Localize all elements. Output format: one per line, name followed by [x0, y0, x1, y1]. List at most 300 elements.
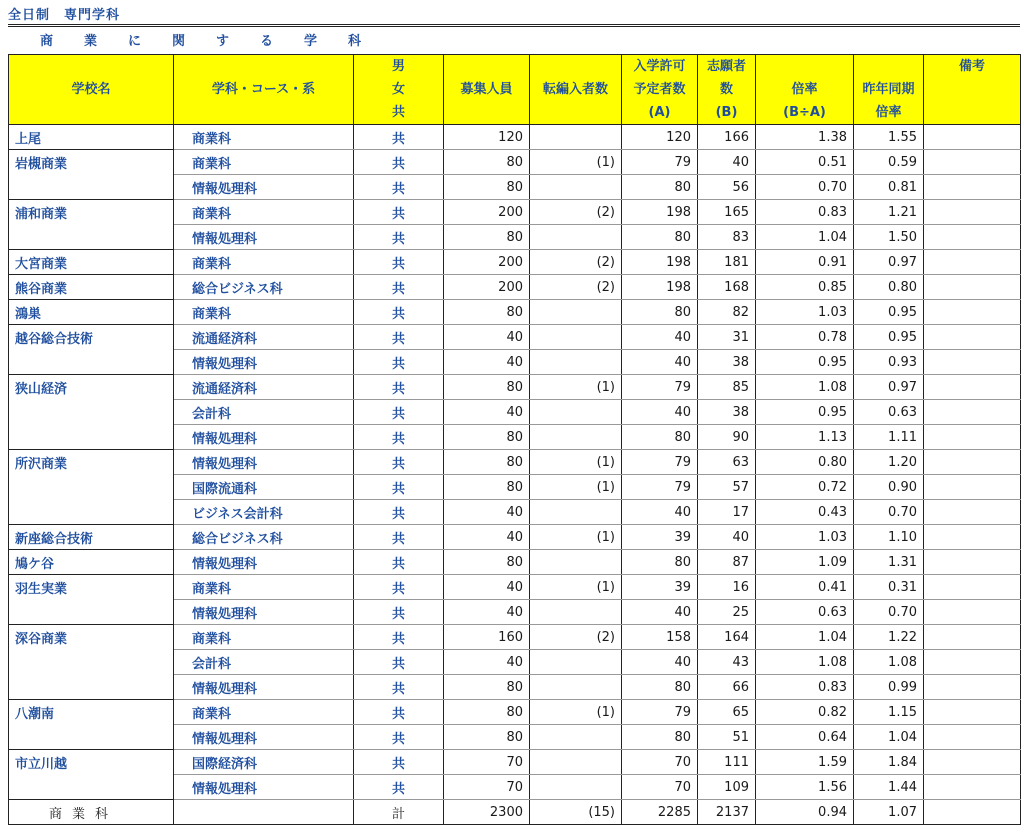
row-note — [924, 275, 1021, 300]
row-applicants: 181 — [698, 250, 756, 275]
row-quota: 80 — [444, 700, 530, 725]
row-applicants: 17 — [698, 500, 756, 525]
row-sex: 共 — [354, 250, 444, 275]
row-transfer — [530, 600, 622, 625]
row-quota: 80 — [444, 550, 530, 575]
row-school — [9, 600, 174, 625]
row-applicants: 25 — [698, 600, 756, 625]
row-applicants: 57 — [698, 475, 756, 500]
row-note — [924, 350, 1021, 375]
row-note — [924, 725, 1021, 750]
total-row — [9, 800, 1021, 825]
row-admit: 70 — [622, 750, 698, 775]
row-prev: 0.95 — [854, 325, 924, 350]
table-row — [9, 725, 1021, 750]
row-dept: 流通経済科 — [174, 375, 354, 400]
row-applicants: 165 — [698, 200, 756, 225]
table-row — [9, 275, 1021, 300]
row-school — [9, 225, 174, 250]
row-ratio: 1.08 — [756, 650, 854, 675]
row-ratio: 1.04 — [756, 225, 854, 250]
row-sex: 共 — [354, 575, 444, 600]
row-transfer: (2) — [530, 275, 622, 300]
table-row — [9, 375, 1021, 400]
row-ratio: 0.43 — [756, 500, 854, 525]
total-label: 商業科 — [9, 800, 174, 825]
row-ratio: 1.04 — [756, 625, 854, 650]
row-transfer — [530, 300, 622, 325]
row-admit: 80 — [622, 725, 698, 750]
row-school — [9, 475, 174, 500]
row-applicants: 51 — [698, 725, 756, 750]
row-note — [924, 200, 1021, 225]
table-row — [9, 475, 1021, 500]
col-quota: 募集人員 — [444, 55, 530, 125]
row-transfer — [530, 425, 622, 450]
table-row — [9, 650, 1021, 675]
row-quota: 70 — [444, 775, 530, 800]
row-ratio: 0.72 — [756, 475, 854, 500]
row-dept: 情報処理科 — [174, 775, 354, 800]
row-sex: 共 — [354, 650, 444, 675]
row-school — [9, 175, 174, 200]
row-prev: 0.97 — [854, 250, 924, 275]
row-ratio: 1.09 — [756, 550, 854, 575]
row-sex: 共 — [354, 225, 444, 250]
row-quota: 80 — [444, 675, 530, 700]
section-heading-char: 関 — [172, 34, 186, 49]
row-dept: 情報処理科 — [174, 175, 354, 200]
total-quota: 2300 — [444, 800, 530, 825]
row-prev: 1.50 — [854, 225, 924, 250]
row-applicants: 168 — [698, 275, 756, 300]
row-quota: 70 — [444, 750, 530, 775]
row-transfer — [530, 750, 622, 775]
row-quota: 80 — [444, 225, 530, 250]
row-dept: 商業科 — [174, 575, 354, 600]
row-ratio: 1.03 — [756, 300, 854, 325]
row-transfer — [530, 725, 622, 750]
table-row — [9, 250, 1021, 275]
row-ratio: 0.51 — [756, 150, 854, 175]
row-school: 鳩ケ谷 — [9, 550, 174, 575]
row-note — [924, 575, 1021, 600]
row-transfer — [530, 225, 622, 250]
row-sex: 共 — [354, 600, 444, 625]
table-row — [9, 750, 1021, 775]
table-row — [9, 575, 1021, 600]
header-row — [9, 55, 1021, 125]
row-transfer — [530, 500, 622, 525]
row-applicants: 31 — [698, 325, 756, 350]
row-transfer — [530, 400, 622, 425]
row-applicants: 63 — [698, 450, 756, 475]
row-school — [9, 500, 174, 525]
table-row — [9, 200, 1021, 225]
row-dept: 情報処理科 — [174, 675, 354, 700]
col-note: 備考 — [924, 55, 1021, 125]
row-school — [9, 675, 174, 700]
row-note — [924, 125, 1021, 150]
row-note — [924, 450, 1021, 475]
total-applicants: 2137 — [698, 800, 756, 825]
row-ratio: 0.70 — [756, 175, 854, 200]
row-dept: 情報処理科 — [174, 450, 354, 475]
row-transfer: (1) — [530, 375, 622, 400]
section-heading-char: る — [260, 34, 274, 49]
row-school: 大宮商業 — [9, 250, 174, 275]
row-sex: 共 — [354, 300, 444, 325]
row-sex: 共 — [354, 500, 444, 525]
total-ratio: 0.94 — [756, 800, 854, 825]
row-ratio: 0.83 — [756, 200, 854, 225]
table-row — [9, 425, 1021, 450]
row-ratio: 0.64 — [756, 725, 854, 750]
row-dept: 商業科 — [174, 700, 354, 725]
row-admit: 80 — [622, 425, 698, 450]
row-sex: 共 — [354, 325, 444, 350]
section-heading-char: に — [128, 34, 142, 49]
row-note — [924, 700, 1021, 725]
row-school — [9, 725, 174, 750]
row-prev: 1.31 — [854, 550, 924, 575]
table-row — [9, 600, 1021, 625]
table-row — [9, 775, 1021, 800]
row-ratio: 0.95 — [756, 350, 854, 375]
row-applicants: 166 — [698, 125, 756, 150]
total-transfer: (15) — [530, 800, 622, 825]
row-sex: 共 — [354, 150, 444, 175]
row-quota: 40 — [444, 600, 530, 625]
row-ratio: 1.59 — [756, 750, 854, 775]
row-sex: 共 — [354, 525, 444, 550]
row-quota: 80 — [444, 175, 530, 200]
row-note — [924, 150, 1021, 175]
title-rule — [8, 24, 1020, 27]
row-applicants: 40 — [698, 150, 756, 175]
row-school: 岩槻商業 — [9, 150, 174, 175]
row-dept: 総合ビジネス科 — [174, 275, 354, 300]
row-transfer — [530, 325, 622, 350]
table-row — [9, 450, 1021, 475]
row-admit: 40 — [622, 600, 698, 625]
row-dept: 情報処理科 — [174, 425, 354, 450]
row-school: 市立川越 — [9, 750, 174, 775]
row-note — [924, 550, 1021, 575]
row-sex: 共 — [354, 750, 444, 775]
row-sex: 共 — [354, 675, 444, 700]
row-admit: 198 — [622, 200, 698, 225]
row-admit: 40 — [622, 325, 698, 350]
row-transfer — [530, 650, 622, 675]
row-ratio: 0.41 — [756, 575, 854, 600]
row-quota: 80 — [444, 375, 530, 400]
admissions-table — [8, 54, 1021, 825]
row-sex: 共 — [354, 275, 444, 300]
row-dept: 国際経済科 — [174, 750, 354, 775]
row-admit: 80 — [622, 675, 698, 700]
row-ratio: 0.80 — [756, 450, 854, 475]
row-sex: 共 — [354, 550, 444, 575]
row-quota: 200 — [444, 250, 530, 275]
row-admit: 198 — [622, 275, 698, 300]
row-school: 羽生実業 — [9, 575, 174, 600]
row-quota: 40 — [444, 650, 530, 675]
row-applicants: 38 — [698, 350, 756, 375]
total-admit: 2285 — [622, 800, 698, 825]
row-ratio: 0.82 — [756, 700, 854, 725]
row-quota: 200 — [444, 200, 530, 225]
row-admit: 70 — [622, 775, 698, 800]
row-transfer: (2) — [530, 625, 622, 650]
col-ratio: 倍率 (B÷A) — [756, 55, 854, 125]
row-applicants: 38 — [698, 400, 756, 425]
row-dept: 流通経済科 — [174, 325, 354, 350]
row-school — [9, 350, 174, 375]
row-note — [924, 250, 1021, 275]
row-note — [924, 375, 1021, 400]
table-row — [9, 175, 1021, 200]
row-dept: 商業科 — [174, 200, 354, 225]
row-prev: 1.15 — [854, 700, 924, 725]
row-note — [924, 425, 1021, 450]
table-row — [9, 150, 1021, 175]
row-prev: 1.08 — [854, 650, 924, 675]
row-applicants: 164 — [698, 625, 756, 650]
section-heading-char: 科 — [348, 34, 362, 49]
row-dept: 商業科 — [174, 150, 354, 175]
row-sex: 共 — [354, 775, 444, 800]
row-prev: 1.04 — [854, 725, 924, 750]
row-note — [924, 325, 1021, 350]
row-school: 狭山経済 — [9, 375, 174, 400]
row-note — [924, 225, 1021, 250]
row-prev: 1.44 — [854, 775, 924, 800]
row-prev: 0.59 — [854, 150, 924, 175]
row-prev: 0.63 — [854, 400, 924, 425]
row-admit: 80 — [622, 175, 698, 200]
row-dept: ビジネス会計科 — [174, 500, 354, 525]
row-prev: 0.95 — [854, 300, 924, 325]
row-ratio: 1.13 — [756, 425, 854, 450]
row-school: 越谷総合技術 — [9, 325, 174, 350]
row-sex: 共 — [354, 375, 444, 400]
row-admit: 80 — [622, 550, 698, 575]
row-admit: 39 — [622, 575, 698, 600]
row-quota: 40 — [444, 500, 530, 525]
row-note — [924, 525, 1021, 550]
row-sex: 共 — [354, 175, 444, 200]
row-school: 所沢商業 — [9, 450, 174, 475]
row-note — [924, 175, 1021, 200]
row-quota: 120 — [444, 125, 530, 150]
row-transfer: (1) — [530, 475, 622, 500]
row-prev: 0.99 — [854, 675, 924, 700]
row-ratio: 0.83 — [756, 675, 854, 700]
row-transfer: (2) — [530, 200, 622, 225]
row-note — [924, 600, 1021, 625]
row-dept: 情報処理科 — [174, 600, 354, 625]
row-dept: 情報処理科 — [174, 725, 354, 750]
row-dept: 商業科 — [174, 625, 354, 650]
row-note — [924, 675, 1021, 700]
row-prev: 1.55 — [854, 125, 924, 150]
row-sex: 共 — [354, 625, 444, 650]
row-applicants: 56 — [698, 175, 756, 200]
row-transfer: (1) — [530, 150, 622, 175]
row-quota: 40 — [444, 525, 530, 550]
row-dept: 情報処理科 — [174, 350, 354, 375]
row-quota: 40 — [444, 575, 530, 600]
row-prev: 0.97 — [854, 375, 924, 400]
section-heading — [40, 30, 392, 49]
row-applicants: 16 — [698, 575, 756, 600]
row-transfer: (1) — [530, 575, 622, 600]
section-heading-char: 商 — [40, 34, 54, 49]
row-sex: 共 — [354, 725, 444, 750]
row-ratio: 0.85 — [756, 275, 854, 300]
row-school: 上尾 — [9, 125, 174, 150]
row-admit: 40 — [622, 350, 698, 375]
row-applicants: 111 — [698, 750, 756, 775]
row-sex: 共 — [354, 700, 444, 725]
table-row — [9, 625, 1021, 650]
row-dept: 情報処理科 — [174, 225, 354, 250]
table-row — [9, 400, 1021, 425]
row-quota: 80 — [444, 450, 530, 475]
table-row — [9, 675, 1021, 700]
row-prev: 1.11 — [854, 425, 924, 450]
row-admit: 79 — [622, 450, 698, 475]
col-applicants: 志願者 数 (B) — [698, 55, 756, 125]
row-note — [924, 750, 1021, 775]
row-dept: 商業科 — [174, 300, 354, 325]
row-admit: 158 — [622, 625, 698, 650]
row-dept: 国際流通科 — [174, 475, 354, 500]
total-note — [924, 800, 1021, 825]
table-row — [9, 525, 1021, 550]
row-prev: 0.70 — [854, 600, 924, 625]
row-prev: 1.22 — [854, 625, 924, 650]
table-row — [9, 225, 1021, 250]
row-note — [924, 650, 1021, 675]
row-sex: 共 — [354, 400, 444, 425]
row-school: 熊谷商業 — [9, 275, 174, 300]
row-note — [924, 625, 1021, 650]
col-admit: 入学許可 予定者数 (A) — [622, 55, 698, 125]
row-admit: 40 — [622, 400, 698, 425]
row-quota: 160 — [444, 625, 530, 650]
row-applicants: 66 — [698, 675, 756, 700]
row-dept: 総合ビジネス科 — [174, 525, 354, 550]
section-heading-char: す — [216, 34, 230, 49]
row-prev: 1.20 — [854, 450, 924, 475]
row-applicants: 90 — [698, 425, 756, 450]
row-applicants: 65 — [698, 700, 756, 725]
row-admit: 39 — [622, 525, 698, 550]
table-row — [9, 500, 1021, 525]
row-prev: 1.21 — [854, 200, 924, 225]
row-sex: 共 — [354, 200, 444, 225]
row-quota: 80 — [444, 300, 530, 325]
row-school — [9, 425, 174, 450]
row-prev: 1.84 — [854, 750, 924, 775]
row-admit: 40 — [622, 650, 698, 675]
row-admit: 79 — [622, 475, 698, 500]
row-sex: 共 — [354, 425, 444, 450]
row-admit: 79 — [622, 700, 698, 725]
row-transfer — [530, 175, 622, 200]
section-heading-char: 学 — [304, 34, 318, 49]
row-dept: 商業科 — [174, 125, 354, 150]
page-title: 全日制 専門学科 — [8, 8, 121, 23]
row-ratio: 0.91 — [756, 250, 854, 275]
row-prev: 0.80 — [854, 275, 924, 300]
row-dept: 会計科 — [174, 400, 354, 425]
row-dept: 商業科 — [174, 250, 354, 275]
row-applicants: 87 — [698, 550, 756, 575]
section-heading-char: 業 — [84, 34, 98, 49]
row-ratio: 1.56 — [756, 775, 854, 800]
row-dept: 会計科 — [174, 650, 354, 675]
row-applicants: 40 — [698, 525, 756, 550]
row-applicants: 82 — [698, 300, 756, 325]
row-ratio: 1.03 — [756, 525, 854, 550]
col-sex: 男 女 共 — [354, 55, 444, 125]
row-admit: 79 — [622, 150, 698, 175]
row-ratio: 0.95 — [756, 400, 854, 425]
table-row — [9, 550, 1021, 575]
col-prev: 昨年同期 倍率 — [854, 55, 924, 125]
row-prev: 1.10 — [854, 525, 924, 550]
row-note — [924, 475, 1021, 500]
row-transfer — [530, 675, 622, 700]
row-prev: 0.81 — [854, 175, 924, 200]
row-quota: 40 — [444, 350, 530, 375]
row-school: 浦和商業 — [9, 200, 174, 225]
row-school: 鴻巣 — [9, 300, 174, 325]
table-row — [9, 350, 1021, 375]
row-admit: 120 — [622, 125, 698, 150]
row-applicants: 43 — [698, 650, 756, 675]
row-sex: 共 — [354, 350, 444, 375]
row-ratio: 1.38 — [756, 125, 854, 150]
row-quota: 80 — [444, 150, 530, 175]
row-admit: 80 — [622, 300, 698, 325]
row-transfer — [530, 550, 622, 575]
row-note — [924, 400, 1021, 425]
table-row — [9, 700, 1021, 725]
table-row — [9, 300, 1021, 325]
row-note — [924, 775, 1021, 800]
table-row — [9, 125, 1021, 150]
row-transfer — [530, 125, 622, 150]
row-quota: 40 — [444, 400, 530, 425]
table-row — [9, 325, 1021, 350]
total-prev: 1.07 — [854, 800, 924, 825]
row-prev: 0.31 — [854, 575, 924, 600]
row-sex: 共 — [354, 475, 444, 500]
row-admit: 198 — [622, 250, 698, 275]
row-applicants: 85 — [698, 375, 756, 400]
row-note — [924, 300, 1021, 325]
row-transfer — [530, 350, 622, 375]
row-ratio: 0.78 — [756, 325, 854, 350]
row-sex: 共 — [354, 125, 444, 150]
row-transfer: (2) — [530, 250, 622, 275]
row-quota: 200 — [444, 275, 530, 300]
row-quota: 80 — [444, 725, 530, 750]
